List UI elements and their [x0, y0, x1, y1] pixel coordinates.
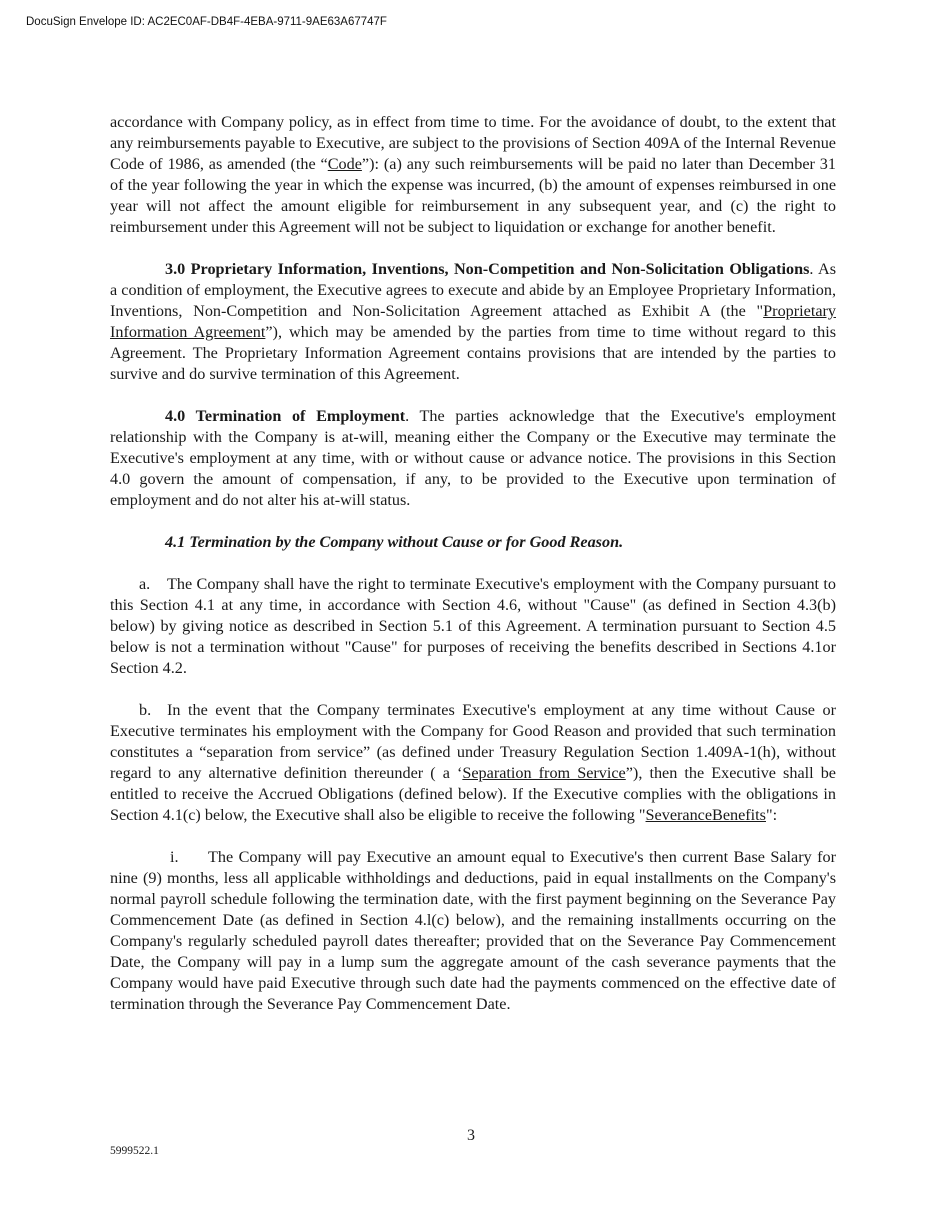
- item-a-paragraph: [110, 574, 836, 679]
- section-4-heading: 4.0 Termination of Employment: [165, 407, 406, 425]
- paragraph-text: ”), which may be amended by the parties from time to time without regard to this Agreement. The Proprietary Information Agreement contains provisions that are intended by the parties to survive and do survive termination of this Agreement.: [110, 323, 837, 383]
- section-3-paragraph: [110, 259, 836, 385]
- reimbursement-paragraph: [110, 112, 836, 238]
- defined-term-severance-benefits: SeveranceBenefits: [645, 806, 766, 824]
- section-4-paragraph: [110, 406, 836, 511]
- document-id: 5999522.1: [110, 1145, 159, 1157]
- paragraph-text: ”): (a) any such reimbursements will be paid no later than December 31 of the year following the year in which the expense was incurred, (b) the amount of expenses reimbursed in one year will not affect the amount eligible for reimbursement in any subsequent year, and (c) the right to reimbursement under this Agreement will not be subject to liquidation or exchange for another benefit.: [110, 155, 836, 236]
- section-4-1-heading: 4.1 Termination by the Company without Cause or for Good Reason.: [165, 533, 624, 551]
- defined-term-code: Code: [327, 155, 362, 173]
- docusign-envelope-id: DocuSign Envelope ID: AC2EC0AF-DB4F-4EBA-9711-9AE63A67747F: [26, 16, 387, 28]
- item-b-paragraph: [110, 700, 836, 826]
- item-i-paragraph: [110, 847, 836, 1015]
- item-b-marker: b.: [139, 701, 152, 719]
- paragraph-text: ":: [765, 806, 778, 824]
- item-i-marker: i.: [170, 848, 179, 866]
- paragraph-text: In the event that the Company terminates Executive's employment at any time without Cause or Executive terminates his employment with the Company for Good Reason and provided that such termination constitutes a “separation from service” (as defined under Treasury Regulation Section 1.409A-1(h), without regard to any alternative definition thereunder ( a ‘: [110, 701, 836, 782]
- document-body: [110, 112, 836, 1015]
- paragraph-text: ”), then the Executive shall be entitled to receive the Accrued Obligations (defined below). If the Executive complies with the obligations in Section 4.1(c) below, the Executive shall also be eligible to receive the following ": [110, 764, 836, 824]
- paragraph-text: . As a condition of employment, the Executive agrees to execute and abide by an Employee Proprietary Information, Inventions, Non-Competition and Non-Solicitation Agreement attached as Exhibit A (the ": [110, 260, 836, 320]
- defined-term-proprietary-information-agreement: Proprietary Information Agreement: [110, 302, 836, 341]
- section-3-heading: 3.0 Proprietary Information, Inventions, Non-Competition and Non-Solicitation Obligations: [165, 260, 810, 278]
- page-number: 3: [467, 1127, 475, 1144]
- paragraph-text: . The parties acknowledge that the Executive's employment relationship with the Company is at-will, meaning either the Company or the Executive may terminate the Executive's employment at any time, with or without cause or advance notice. The provisions in this Section 4.0 govern the amount of compensation, if any, to be provided to the Executive upon termination of employment and do not alter his at-will status.: [110, 407, 837, 509]
- defined-term-separation-from-service: Separation from Service: [462, 764, 626, 782]
- paragraph-text: The Company will pay Executive an amount equal to Executive's then current Base Salary for nine (9) months, less all applicable withholdings and deductions, paid in equal installments on the Company's normal payroll schedule following the termination date, with the first payment beginning on the Severance Pay Commencement Date (as defined in Section 4.l(c) below), and the remaining installments occurring on the Company's regularly scheduled payroll dates thereafter; provided that on the Severance Pay Commencement Date, the Company will pay in a lump sum the aggregate amount of the cash severance payments that the Company would have paid Executive through such date had the payments commenced on the effective date of termination through the Severance Pay Commencement Date.: [110, 848, 836, 1013]
- paragraph-text: accordance with Company policy, as in effect from time to time. For the avoidance of doubt, to the extent that any reimbursements payable to Executive, are subject to the provisions of Section 409A of the Internal Revenue Code of 1986, as amended (the “: [110, 113, 836, 173]
- item-a-marker: a.: [139, 575, 151, 593]
- paragraph-text: The Company shall have the right to terminate Executive's employment with the Company pursuant to this Section 4.1 at any time, in accordance with Section 4.6, without "Cause" (as defined in Section 4.3(b) below) by giving notice as described in Section 5.1 of this Agreement. A termination pursuant to Section 4.5 below is not a termination without "Cause" for purposes of receiving the benefits described in Sections 4.1or Section 4.2.: [110, 575, 836, 677]
